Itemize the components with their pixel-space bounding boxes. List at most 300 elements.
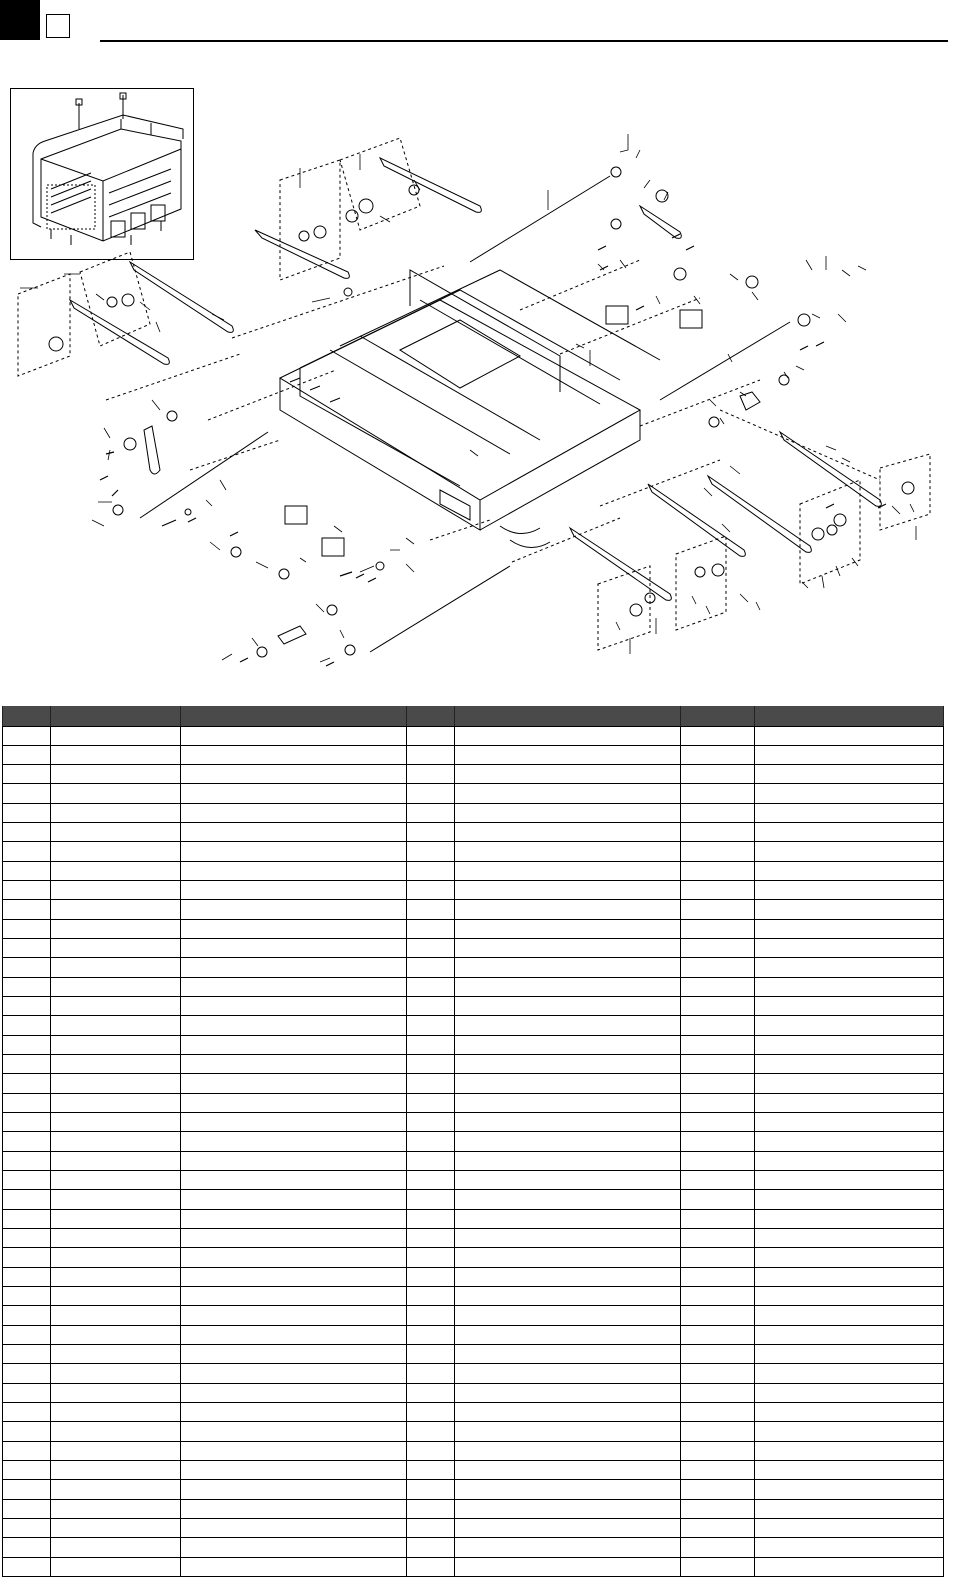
table-cell [3, 842, 51, 861]
table-cell [3, 1113, 51, 1132]
table-cell [407, 1325, 455, 1344]
table-cell [407, 1402, 455, 1421]
table-cell [455, 823, 681, 842]
table-cell [755, 1171, 944, 1190]
table-row [3, 803, 944, 822]
table-cell [455, 1229, 681, 1248]
exploded-assembly-diagram [0, 110, 954, 680]
table-row [3, 1229, 944, 1248]
table-row [3, 1171, 944, 1190]
table-cell [755, 1267, 944, 1286]
table-cell [681, 1306, 755, 1325]
table-cell [455, 881, 681, 900]
table-cell [455, 1171, 681, 1190]
table-cell [755, 1557, 944, 1576]
table-row [3, 1422, 944, 1441]
table-cell [407, 745, 455, 764]
table-cell [455, 1248, 681, 1267]
table-row [3, 784, 944, 803]
table-cell [3, 861, 51, 880]
table-cell [407, 1441, 455, 1460]
table-cell [407, 977, 455, 996]
table-cell [681, 1480, 755, 1499]
table-cell [181, 1441, 407, 1460]
table-cell [181, 1383, 407, 1402]
table-cell [455, 1151, 681, 1170]
table-cell [3, 1538, 51, 1557]
table-cell [181, 977, 407, 996]
table-cell [755, 1518, 944, 1537]
table-cell [3, 1055, 51, 1074]
table-cell [681, 1441, 755, 1460]
table-row [3, 1345, 944, 1364]
table-cell [51, 1074, 181, 1093]
table-cell [407, 900, 455, 919]
table-cell [755, 1248, 944, 1267]
table-cell [181, 919, 407, 938]
table-cell [407, 1113, 455, 1132]
table-row [3, 958, 944, 977]
header-cell [681, 706, 755, 726]
table-cell [3, 919, 51, 938]
header-rule [100, 40, 948, 42]
table-row [3, 1441, 944, 1460]
table-cell [181, 1055, 407, 1074]
table-cell [51, 1499, 181, 1518]
table-cell [3, 1460, 51, 1479]
table-cell [51, 997, 181, 1016]
table-cell [51, 881, 181, 900]
table-row [3, 1460, 944, 1479]
table-cell [407, 1383, 455, 1402]
table-cell [51, 1016, 181, 1035]
table-cell [407, 765, 455, 784]
table-row [3, 1518, 944, 1537]
table-row [3, 1325, 944, 1344]
table-cell [755, 1325, 944, 1344]
table-cell [755, 1055, 944, 1074]
header-cell [755, 706, 944, 726]
table-cell [755, 1209, 944, 1228]
table-cell [407, 1480, 455, 1499]
table-row [3, 1402, 944, 1421]
table-cell [181, 1557, 407, 1576]
table-cell [755, 900, 944, 919]
table-row [3, 765, 944, 784]
table-cell [51, 823, 181, 842]
table-cell [407, 1345, 455, 1364]
table-cell [3, 1093, 51, 1112]
table-cell [51, 1171, 181, 1190]
table-cell [407, 803, 455, 822]
table-cell [407, 1306, 455, 1325]
table-row [3, 900, 944, 919]
table-cell [455, 958, 681, 977]
table-cell [51, 1190, 181, 1209]
table-cell [755, 1306, 944, 1325]
table-cell [51, 1132, 181, 1151]
table-cell [455, 1190, 681, 1209]
table-row [3, 919, 944, 938]
parts-list-table [2, 706, 944, 1577]
table-row [3, 977, 944, 996]
table-cell [51, 977, 181, 996]
table-row [3, 726, 944, 745]
table-row [3, 1074, 944, 1093]
table-cell [681, 1016, 755, 1035]
table-cell [755, 823, 944, 842]
table-cell [755, 1538, 944, 1557]
table-cell [181, 1518, 407, 1537]
table-cell [51, 803, 181, 822]
table-cell [407, 1171, 455, 1190]
table-cell [181, 765, 407, 784]
table-cell [51, 1306, 181, 1325]
header-cell [455, 706, 681, 726]
table-cell [407, 1151, 455, 1170]
table-cell [3, 1306, 51, 1325]
table-cell [181, 1229, 407, 1248]
table-cell [407, 958, 455, 977]
table-cell [51, 842, 181, 861]
table-cell [407, 1229, 455, 1248]
table-cell [681, 1074, 755, 1093]
table-row [3, 1480, 944, 1499]
table-cell [681, 1364, 755, 1383]
table-cell [181, 1132, 407, 1151]
table-cell [681, 958, 755, 977]
table-cell [455, 1364, 681, 1383]
table-cell [755, 842, 944, 861]
table-row [3, 1190, 944, 1209]
table-cell [181, 1287, 407, 1306]
table-cell [3, 1074, 51, 1093]
table-cell [51, 919, 181, 938]
table-cell [181, 1209, 407, 1228]
table-cell [407, 1557, 455, 1576]
table-cell [181, 1422, 407, 1441]
table-cell [51, 1538, 181, 1557]
table-cell [181, 1538, 407, 1557]
table-cell [51, 1518, 181, 1537]
table-header-row [3, 706, 944, 726]
table-cell [407, 1518, 455, 1537]
table-cell [51, 1383, 181, 1402]
table-cell [455, 1422, 681, 1441]
table-cell [681, 1267, 755, 1286]
table-row [3, 1306, 944, 1325]
table-cell [681, 803, 755, 822]
table-cell [51, 765, 181, 784]
table-cell [455, 842, 681, 861]
table-cell [455, 1287, 681, 1306]
table-row [3, 1016, 944, 1035]
table-cell [455, 1325, 681, 1344]
table-cell [681, 861, 755, 880]
table-cell [181, 881, 407, 900]
table-cell [681, 1248, 755, 1267]
table-cell [755, 977, 944, 996]
table-cell [755, 1016, 944, 1035]
table-cell [681, 977, 755, 996]
main-frame [280, 270, 660, 548]
table-cell [181, 958, 407, 977]
table-cell [407, 861, 455, 880]
table-cell [51, 1151, 181, 1170]
table-cell [755, 1422, 944, 1441]
table-cell [455, 919, 681, 938]
table-cell [51, 1345, 181, 1364]
table-cell [755, 726, 944, 745]
table-cell [407, 1093, 455, 1112]
table-cell [681, 1557, 755, 1576]
table-cell [181, 1190, 407, 1209]
table-cell [407, 823, 455, 842]
table-cell [181, 1074, 407, 1093]
table-cell [3, 803, 51, 822]
table-cell [681, 1132, 755, 1151]
header-cell [181, 706, 407, 726]
table-cell [681, 1171, 755, 1190]
table-cell [755, 881, 944, 900]
table-cell [3, 1171, 51, 1190]
table-cell [51, 1248, 181, 1267]
table-cell [755, 784, 944, 803]
table-cell [51, 726, 181, 745]
table-cell [51, 1557, 181, 1576]
table-cell [181, 1325, 407, 1344]
motors [285, 306, 702, 556]
table-cell [51, 861, 181, 880]
header-cell [407, 706, 455, 726]
table-cell [755, 1113, 944, 1132]
table-cell [3, 823, 51, 842]
table-cell [455, 1016, 681, 1035]
table-cell [755, 958, 944, 977]
table-cell [51, 745, 181, 764]
table-row [3, 1538, 944, 1557]
table-cell [681, 745, 755, 764]
table-row [3, 745, 944, 764]
table-cell [755, 1499, 944, 1518]
table-cell [181, 1035, 407, 1054]
table-row [3, 1383, 944, 1402]
table-cell [51, 1093, 181, 1112]
table-row [3, 1113, 944, 1132]
table-cell [455, 1441, 681, 1460]
table-cell [181, 1345, 407, 1364]
table-cell [407, 1364, 455, 1383]
table-cell [3, 1557, 51, 1576]
table-cell [681, 1325, 755, 1344]
table-cell [3, 726, 51, 745]
table-cell [681, 1209, 755, 1228]
fasteners [100, 234, 886, 666]
table-cell [3, 977, 51, 996]
table-cell [455, 1093, 681, 1112]
table-cell [3, 881, 51, 900]
table-cell [455, 1460, 681, 1479]
table-row [3, 1209, 944, 1228]
table-row [3, 861, 944, 880]
table-cell [3, 1209, 51, 1228]
table-cell [181, 861, 407, 880]
table-cell [181, 823, 407, 842]
table-cell [455, 1035, 681, 1054]
table-cell [681, 1383, 755, 1402]
table-cell [51, 1460, 181, 1479]
table-cell [455, 1074, 681, 1093]
table-cell [681, 1151, 755, 1170]
table-cell [755, 1035, 944, 1054]
table-row [3, 1151, 944, 1170]
table-cell [3, 1441, 51, 1460]
table-cell [455, 1557, 681, 1576]
table-cell [755, 1345, 944, 1364]
table-cell [51, 1113, 181, 1132]
table-cell [3, 1480, 51, 1499]
table-cell [3, 1229, 51, 1248]
table-row [3, 842, 944, 861]
table-cell [681, 842, 755, 861]
table-cell [681, 1229, 755, 1248]
table-row [3, 1093, 944, 1112]
table-cell [181, 1093, 407, 1112]
table-cell [455, 939, 681, 958]
table-cell [755, 919, 944, 938]
header-cell [3, 706, 51, 726]
table-cell [181, 900, 407, 919]
table-cell [407, 881, 455, 900]
table-cell [455, 745, 681, 764]
table-cell [455, 1113, 681, 1132]
table-cell [455, 1538, 681, 1557]
table-cell [3, 1402, 51, 1421]
table-cell [181, 1248, 407, 1267]
table-cell [455, 861, 681, 880]
table-cell [755, 997, 944, 1016]
table-cell [681, 881, 755, 900]
table-cell [181, 803, 407, 822]
table-cell [3, 958, 51, 977]
table-cell [181, 1460, 407, 1479]
table-cell [51, 1402, 181, 1421]
table-cell [3, 1499, 51, 1518]
table-cell [407, 939, 455, 958]
table-cell [407, 1499, 455, 1518]
table-cell [681, 1499, 755, 1518]
table-cell [407, 1190, 455, 1209]
table-cell [51, 1325, 181, 1344]
table-cell [181, 745, 407, 764]
table-row [3, 1035, 944, 1054]
table-row [3, 1055, 944, 1074]
table-cell [755, 1287, 944, 1306]
table-cell [755, 765, 944, 784]
table-row [3, 1132, 944, 1151]
table-cell [455, 765, 681, 784]
table-cell [407, 1287, 455, 1306]
table-cell [3, 1132, 51, 1151]
table-cell [455, 1518, 681, 1537]
table-cell [407, 726, 455, 745]
table-cell [455, 1499, 681, 1518]
table-cell [51, 958, 181, 977]
table-cell [51, 900, 181, 919]
table-cell [181, 842, 407, 861]
table-row [3, 823, 944, 842]
table-cell [455, 1480, 681, 1499]
table-cell [3, 997, 51, 1016]
table-cell [3, 900, 51, 919]
table-cell [455, 1055, 681, 1074]
table-cell [755, 1074, 944, 1093]
table-cell [51, 1480, 181, 1499]
table-cell [407, 919, 455, 938]
table-cell [407, 1132, 455, 1151]
table-cell [407, 784, 455, 803]
table-cell [681, 939, 755, 958]
table-cell [681, 1113, 755, 1132]
parts-table-body [3, 726, 944, 1576]
table-cell [3, 1345, 51, 1364]
table-cell [51, 784, 181, 803]
table-cell [3, 1518, 51, 1537]
table-cell [407, 1538, 455, 1557]
table-cell [755, 1383, 944, 1402]
table-cell [407, 842, 455, 861]
table-cell [407, 1422, 455, 1441]
table-cell [755, 803, 944, 822]
belts [70, 158, 881, 644]
table-cell [51, 1422, 181, 1441]
table-cell [181, 1267, 407, 1286]
table-cell [407, 1074, 455, 1093]
table-cell [681, 1422, 755, 1441]
table-cell [755, 1441, 944, 1460]
table-cell [3, 1190, 51, 1209]
table-cell [455, 784, 681, 803]
table-cell [755, 1132, 944, 1151]
table-cell [3, 784, 51, 803]
table-cell [3, 1248, 51, 1267]
table-cell [181, 939, 407, 958]
table-cell [455, 977, 681, 996]
table-cell [181, 1480, 407, 1499]
table-cell [455, 803, 681, 822]
table-cell [407, 1460, 455, 1479]
table-cell [3, 1151, 51, 1170]
table-cell [51, 1229, 181, 1248]
table-cell [51, 1364, 181, 1383]
table-cell [455, 997, 681, 1016]
table-row [3, 939, 944, 958]
section-marker [0, 0, 40, 40]
table-cell [51, 939, 181, 958]
table-cell [755, 1229, 944, 1248]
table-cell [455, 1209, 681, 1228]
table-cell [681, 1287, 755, 1306]
table-cell [51, 1287, 181, 1306]
table-cell [681, 1538, 755, 1557]
table-cell [455, 1402, 681, 1421]
table-cell [3, 1364, 51, 1383]
table-row [3, 1267, 944, 1286]
table-cell [755, 939, 944, 958]
table-cell [407, 1035, 455, 1054]
header-cell [51, 706, 181, 726]
table-cell [51, 1209, 181, 1228]
